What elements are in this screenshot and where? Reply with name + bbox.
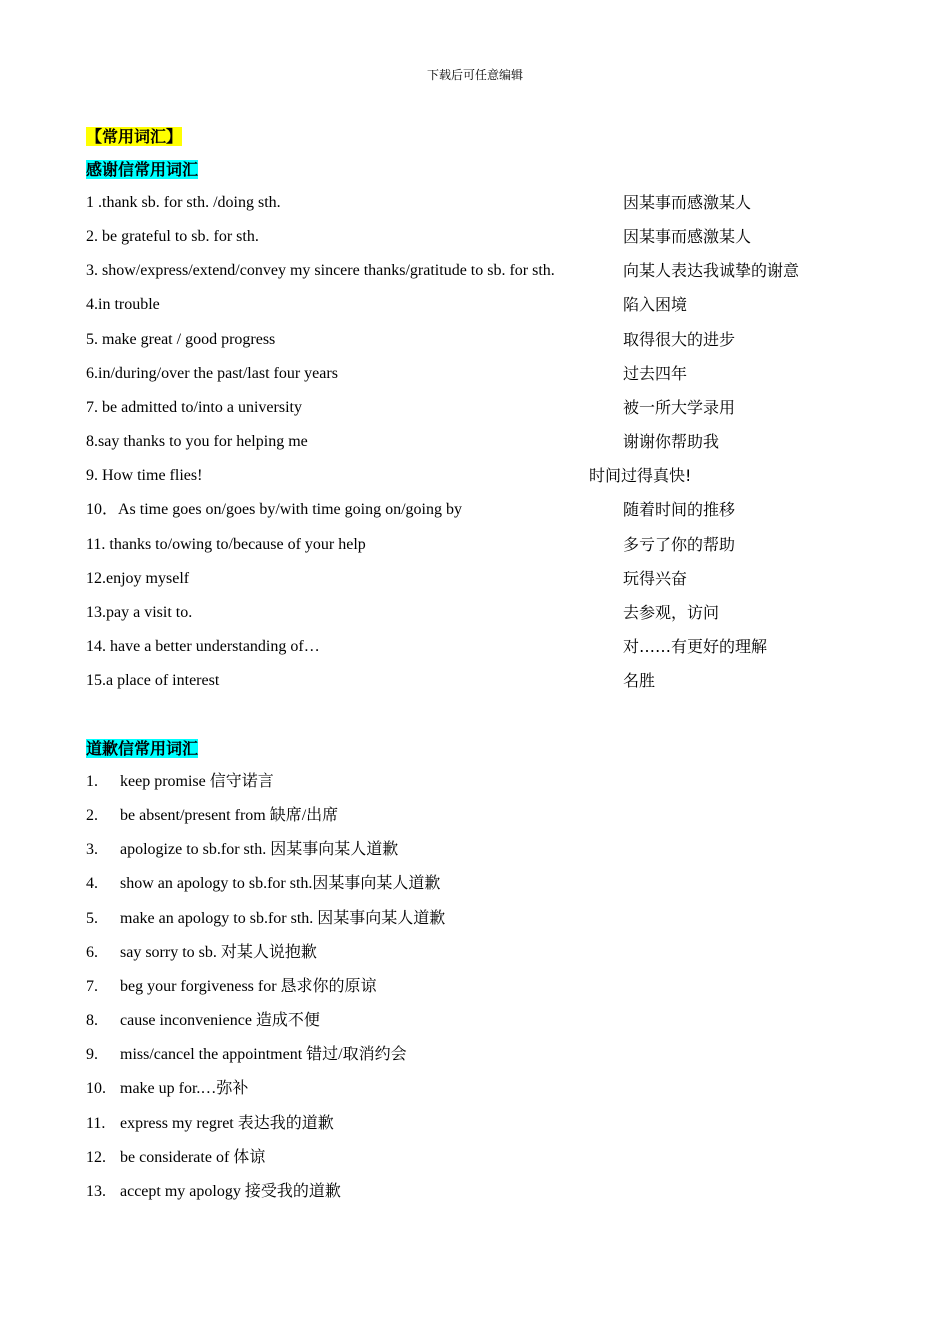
list-text: accept my apology 接受我的道歉 xyxy=(120,1182,341,1200)
thanks-heading xyxy=(86,161,198,179)
list-item xyxy=(86,1044,686,1066)
section-title-text: 【常用词汇】 xyxy=(86,127,183,146)
list-text: beg your forgiveness for 恳求你的原谅 xyxy=(120,977,377,995)
vocab-row xyxy=(86,670,846,692)
list-item xyxy=(86,1010,686,1032)
list-text: express my regret 表达我的道歉 xyxy=(120,1114,334,1132)
vocab-english: 15.a place of interest xyxy=(86,672,220,690)
list-item xyxy=(86,771,686,793)
list-text: make an apology to sb.for sth. 因某事向某人道歉 xyxy=(120,909,446,927)
vocab-row xyxy=(86,192,846,214)
vocab-chinese: 被一所大学录用 xyxy=(623,397,736,417)
list-number: 7. xyxy=(86,977,98,995)
vocab-chinese: 因某事而感激某人 xyxy=(623,193,752,212)
vocab-chinese: 随着时间的推移 xyxy=(623,500,736,520)
vocab-chinese: 因某事而感激某人 xyxy=(623,227,752,247)
list-number: 3. xyxy=(86,841,98,859)
list-text: be absent/present from 缺席/出席 xyxy=(120,807,339,825)
vocab-row xyxy=(86,568,846,590)
vocab-chinese: 时间过得真快! xyxy=(589,466,692,486)
vocab-chinese: 去参观，访问 xyxy=(623,602,720,622)
list-number: 13. xyxy=(86,1182,106,1200)
list-item xyxy=(86,976,686,998)
vocab-english: 3. show/express/extend/convey my sincere thanks/gratitude to sb. for sth. xyxy=(86,262,555,280)
list-number: 9. xyxy=(86,1046,98,1064)
list-number: 8. xyxy=(86,1012,98,1030)
vocab-chinese: 名胜 xyxy=(623,671,656,691)
vocab-english: 8.say thanks to you for helping me xyxy=(86,433,308,451)
list-number: 4. xyxy=(86,875,98,893)
list-item xyxy=(86,805,686,827)
list-item xyxy=(86,908,686,930)
vocab-row xyxy=(86,636,846,658)
list-item xyxy=(86,839,686,861)
list-text: cause inconvenience 造成不便 xyxy=(120,1012,320,1030)
list-item xyxy=(86,1147,686,1169)
list-number: 11. xyxy=(86,1114,106,1132)
list-text: say sorry to sb. 对某人说抱歉 xyxy=(120,943,317,961)
vocab-chinese: 过去四年 xyxy=(623,363,688,383)
vocab-chinese: 向某人表达我诚挚的谢意 xyxy=(623,261,800,281)
vocab-chinese: 玩得兴奋 xyxy=(623,568,688,588)
vocab-row xyxy=(86,534,846,556)
vocab-english: 4.in trouble xyxy=(86,296,160,314)
vocab-english: 5. make great / good progress xyxy=(86,330,276,348)
vocab-english: 1 .thank sb. for sth. /doing sth. xyxy=(86,194,281,211)
vocab-chinese: 取得很大的进步 xyxy=(623,329,736,349)
vocab-english: 7. be admitted to/into a university xyxy=(86,398,302,416)
list-text: apologize to sb.for sth. 因某事向某人道歉 xyxy=(120,841,399,859)
apology-heading-text: 道歉信常用词汇 xyxy=(86,739,199,758)
vocab-chinese: 多亏了你的帮助 xyxy=(623,534,736,554)
vocab-chinese: 陷入困境 xyxy=(623,295,688,315)
list-item xyxy=(86,873,686,895)
list-item xyxy=(86,1113,686,1135)
vocab-row xyxy=(86,260,846,282)
vocab-english: 6.in/during/over the past/last four years xyxy=(86,364,338,382)
vocab-english: 13.pay a visit to. xyxy=(86,603,193,621)
vocab-row xyxy=(86,431,846,453)
vocab-chinese: 谢谢你帮助我 xyxy=(623,432,720,452)
list-item xyxy=(86,942,686,964)
vocab-english: 9. How time flies! xyxy=(86,467,203,485)
vocab-english: 12.enjoy myself xyxy=(86,569,190,587)
vocab-row xyxy=(86,294,846,316)
vocab-row xyxy=(86,363,846,385)
vocab-row xyxy=(86,329,846,351)
list-item xyxy=(86,1078,686,1100)
vocab-row xyxy=(86,602,846,624)
section-title xyxy=(86,128,182,146)
vocab-english: 11. thanks to/owing to/because of your help xyxy=(86,535,366,553)
vocab-row xyxy=(86,465,846,487)
list-number: 1. xyxy=(86,773,98,790)
apology-heading xyxy=(86,740,198,758)
page-header: 下载后可任意编辑 xyxy=(426,68,523,82)
vocab-row xyxy=(86,499,846,521)
thanks-heading-text: 感谢信常用词汇 xyxy=(86,160,199,179)
list-text: miss/cancel the appointment 错过/取消约会 xyxy=(120,1046,407,1064)
list-number: 12. xyxy=(86,1148,106,1166)
list-text: show an apology to sb.for sth.因某事向某人道歉 xyxy=(120,875,441,893)
vocab-chinese: 对……有更好的理解 xyxy=(623,636,768,656)
list-text: make up for.…弥补 xyxy=(120,1080,249,1098)
vocab-english: 10．As time goes on/goes by/with time going on/going by xyxy=(86,501,462,519)
list-text: keep promise 信守诺言 xyxy=(120,773,274,790)
vocab-row xyxy=(86,397,846,419)
list-number: 6. xyxy=(86,943,98,961)
vocab-english: 2. be grateful to sb. for sth. xyxy=(86,228,259,246)
vocab-english: 14. have a better understanding of… xyxy=(86,637,320,655)
list-number: 10. xyxy=(86,1080,106,1098)
list-text: be considerate of 体谅 xyxy=(120,1148,266,1166)
list-number: 5. xyxy=(86,909,98,927)
vocab-row xyxy=(86,226,846,248)
list-number: 2. xyxy=(86,807,98,825)
list-item xyxy=(86,1181,686,1203)
